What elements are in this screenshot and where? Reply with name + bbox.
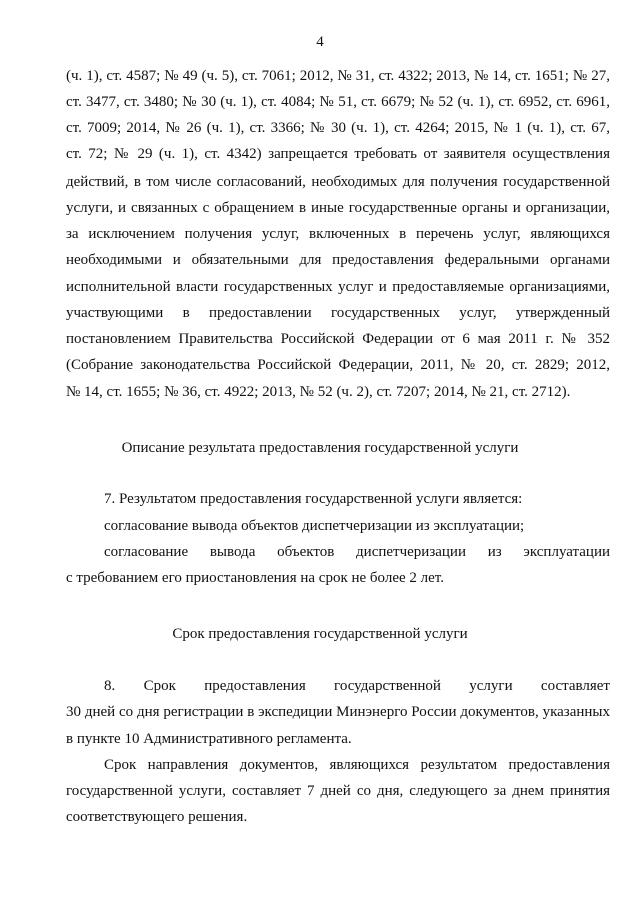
section-8-line: в пункте 10 Административного регламента. [66, 731, 352, 747]
paragraph-line: исполнительной власти государственных услуг и предоставляемые организациями, [66, 279, 610, 295]
paragraph-line: ст. 7009; 2014, № 26 (ч. 1), ст. 3366; № 30 (ч. 1), ст. 4264; 2015, № 1 (ч. 1), ст. 67, [66, 120, 610, 136]
paragraph-line: № 14, ст. 1655; № 36, ст. 4922; 2013, № 52 (ч. 2), ст. 7207; 2014, № 21, ст. 2712). [66, 384, 571, 400]
paragraph-line: действий, в том числе согласований, необходимых для получения государственной [66, 174, 610, 190]
paragraph-line: участвующими в предоставлении государственных услуг, утвержденный [66, 305, 610, 321]
paragraph-line: (Собрание законодательства Российской Федерации, 2011, № 20, ст. 2829; 2012, [66, 357, 610, 373]
section-heading: Описание результата предоставления государственной услуги [121, 440, 519, 456]
paragraph-line: необходимыми и обязательными для предоставления федеральными органами [66, 252, 610, 268]
section-8-line: государственной услуги, составляет 7 дней со дня, следующего за днем принятия [66, 783, 610, 799]
paragraph-line: за исключением получения услуг, включенных в перечень услуг, являющихся [66, 226, 610, 242]
paragraph-line: услуги, и связанных с обращением в иные государственные органы и организации, [66, 200, 610, 216]
section-7-line: согласование вывода объектов диспетчеризации из эксплуатации; [104, 518, 525, 534]
section-8-line: Срок направления документов, являющихся результатом предоставления [104, 757, 610, 773]
paragraph-line: постановлением Правительства Российской Федерации от 6 мая 2011 г. № 352 [66, 331, 610, 347]
section-7-line: 7. Результатом предоставления государственной услуги является: [104, 491, 523, 507]
section-heading: Срок предоставления государственной услуги [172, 626, 468, 642]
section-8-line: соответствующего решения. [66, 809, 248, 825]
section-8-line: 30 дней со дня регистрации в экспедиции Минэнерго России документов, указанных [66, 704, 610, 720]
paragraph-line: ст. 3477, ст. 3480; № 30 (ч. 1), ст. 4084; № 51, ст. 6679; № 52 (ч. 1), ст. 6952, ст. 6961, [66, 94, 610, 110]
paragraph-line: ст. 72; № 29 (ч. 1), ст. 4342) запрещается требовать от заявителя осуществления [66, 146, 610, 162]
page-number: 4 [316, 34, 324, 50]
section-7-line: согласование вывода объектов диспетчеризации из эксплуатации [104, 544, 610, 560]
paragraph-line: (ч. 1), ст. 4587; № 49 (ч. 5), ст. 7061; 2012, № 31, ст. 4322; 2013, № 14, ст. 1651; № 27, [66, 68, 610, 84]
section-8-line: 8. Срок предоставления государственной услуги составляет [104, 678, 610, 694]
section-7-line: с требованием его приостановления на срок не более 2 лет. [66, 570, 444, 586]
